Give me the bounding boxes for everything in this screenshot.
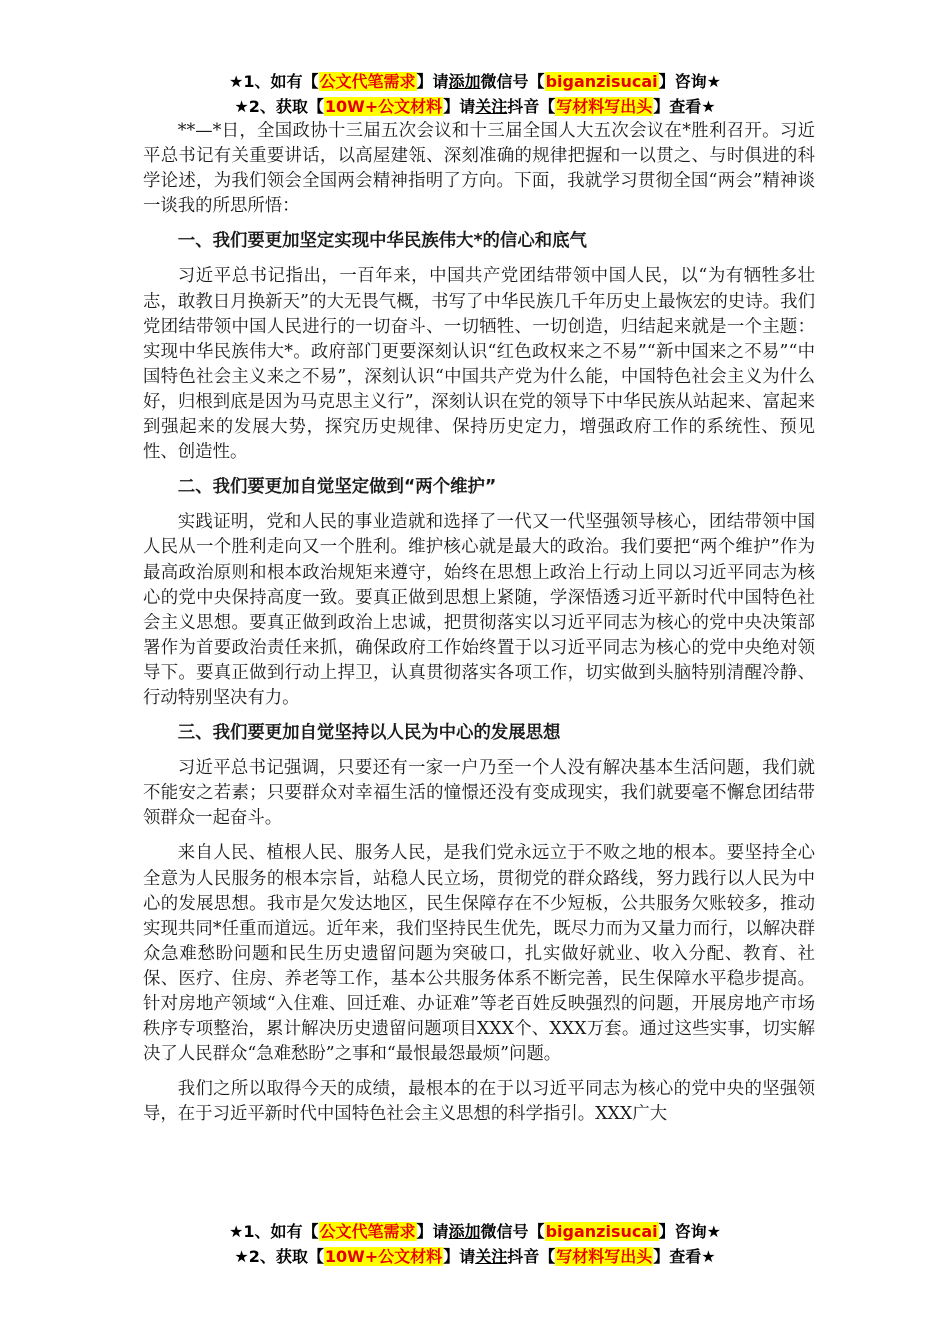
section-heading-1: 一、我们要更加坚定实现中华民族伟大*的信心和底气 [177, 231, 587, 252]
banner-line-1: ★1、如有【公文代笔需求】请添加微信号【biganzisucai】咨询★ [229, 72, 721, 91]
header-banner [0, 69, 950, 119]
highlight-text: 公文代笔需求 [319, 1222, 416, 1241]
body-paragraph: 习近平总书记指出，一百年来，中国共产党团结带领中国人民，以“为有牺牲多壮志，敢教日月换新天”的大无畏气概，书写了中华民族几千年历史上最恢宏的史诗。我们党团结带领中国人民进行的一切奋斗、一切牺牲、一切创造，归结起来就是一个主题：实现中华民族伟大*。政府部门更要深刻认识“红色政权来之不易”“新中国来之不易”“中国特色社会主义来之不易”，深刻认识“中国共产党为什么能，中国特色社会主义为什么好，归根到底是因为马克思主义行”，深刻认识在党的领导下中华民族从站起来、富起来到强起来的发展大势，探究历史规律、保持历史定力，增强政府工作的系统性、预见性、创造性。 [143, 266, 815, 463]
intro-paragraph: **—*日，全国政协十三届五次会议和十三届全国人大五次会议在*胜利召开。习近平总书记有关重要讲话，以高屋建瓴、深刻准确的规律把握和一以贯之、与时俱进的科学论述，为我们领会全国两会精神指明了方向。下面，我就学习贯彻全国“两会”精神谈一谈我的所思所悟： [143, 121, 815, 217]
body-paragraph: 来自人民、植根人民、服务人民，是我们党永远立于不败之地的根本。要坚持全心全意为人民服务的根本宗旨，站稳人民立场，贯彻党的群众路线，努力践行以人民为中心的发展思想。我市是欠发达地区，民生保障存在不少短板，公共服务欠账较多，推动实现共同*任重而道远。近年来，我们坚持民生优先，既尽力而为又量力而行，以解决群众急难愁盼问题和民生历史遗留问题为突破口，扎实做好就业、收入分配、教育、社保、医疗、住房、养老等工作，基本公共服务体系不断完善，民生保障水平稳步提高。针对房地产领域“入住难、回迁难、办证难”等老百姓反映强烈的问题，开展房地产市场秩序专项整治，累计解决历史遗留问题项目XXX个、XXX万套。通过这些实事，切实解决了人民群众“急难愁盼”之事和“最恨最怨最烦”问题。 [143, 843, 815, 1065]
banner-line-2: ★2、获取【10W+公文材料】请关注抖音【写材料写出头】查看★ [234, 97, 716, 116]
highlight-text: biganzisucai [545, 72, 658, 91]
highlight-text: 写材料写出头 [556, 97, 653, 116]
highlight-text: 10W+公文材料 [324, 1247, 443, 1266]
body-paragraph: 习近平总书记强调，只要还有一家一户乃至一个人没有解决基本生活问题，我们就不能安之若素；只要群众对幸福生活的憧憬还没有变成现实，我们就要毫不懈怠团结带领群众一起奋斗。 [143, 758, 815, 829]
highlight-text: 写材料写出头 [556, 1247, 653, 1266]
body-paragraph: 我们之所以取得今天的成绩，最根本的在于以习近平同志为核心的党中央的坚强领导，在于习近平新时代中国特色社会主义思想的科学指引。XXX广大 [143, 1079, 815, 1125]
highlight-text: biganzisucai [545, 1222, 658, 1241]
highlight-text: 公文代笔需求 [319, 72, 416, 91]
banner-line-1: ★1、如有【公文代笔需求】请添加微信号【biganzisucai】咨询★ [229, 1222, 721, 1241]
section-heading-3: 三、我们要更加自觉坚持以人民为中心的发展思想 [177, 723, 561, 744]
footer-banner [0, 1219, 950, 1269]
banner-line-2: ★2、获取【10W+公文材料】请关注抖音【写材料写出头】查看★ [234, 1247, 716, 1266]
article-body [143, 119, 815, 1211]
body-paragraph: 实践证明，党和人民的事业造就和选择了一代又一代坚强领导核心，团结带领中国人民从一个胜利走向又一个胜利。维护核心就是最大的政治。我们要把“两个维护”作为最高政治原则和根本政治规矩来遵守，始终在思想上政治上行动上同以习近平同志为核心的党中央保持高度一致。要真正做到思想上紧随，学深悟透习近平新时代中国特色社会主义思想。要真正做到政治上忠诚，把贯彻落实以习近平同志为核心的党中央决策部署作为首要政治责任来抓，确保政府工作始终置于以习近平同志为核心的党中央绝对领导下。要真正做到行动上捍卫，认真贯彻落实各项工作，切实做到头脑特别清醒冷静、行动特别坚决有力。 [143, 512, 815, 708]
section-heading-2: 二、我们要更加自觉坚定做到“两个维护” [177, 477, 497, 498]
highlight-text: 10W+公文材料 [324, 97, 443, 116]
